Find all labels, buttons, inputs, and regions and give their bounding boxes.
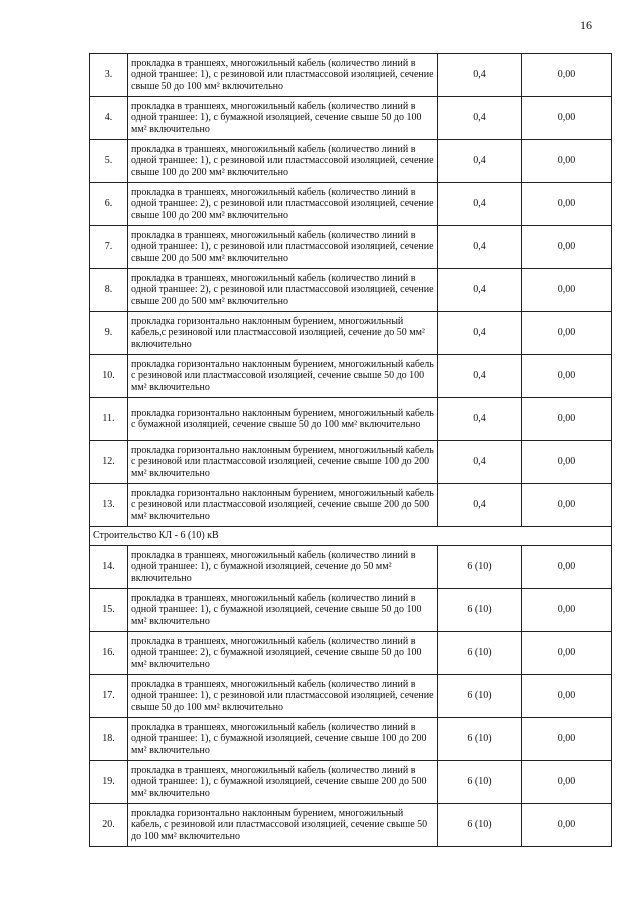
row-description: прокладка в траншеях, многожильный кабель (количество линий в одной траншее: 1), с резиновой или пластмассовой изоляцией, сечение свыше 50 до 100 мм² включительно — [128, 54, 438, 97]
table-row — [90, 398, 612, 441]
table-row — [90, 54, 612, 97]
row-voltage: 0,4 — [438, 183, 522, 226]
row-voltage: 0,4 — [438, 355, 522, 398]
row-value: 0,00 — [522, 675, 612, 718]
row-description: прокладка в траншеях, многожильный кабель (количество линий в одной траншее: 1), с резиновой или пластмассовой изоляцией, сечение свыше 200 до 500 мм² включительно — [128, 226, 438, 269]
row-value: 0,00 — [522, 183, 612, 226]
row-voltage: 0,4 — [438, 398, 522, 441]
row-description: прокладка в траншеях, многожильный кабель (количество линий в одной траншее: 2), с резиновой или пластмассовой изоляцией, сечение свыше 200 до 500 мм² включительно — [128, 269, 438, 312]
row-number: 16. — [90, 632, 128, 675]
table-row — [90, 484, 612, 527]
row-description: прокладка горизонтально наклонным бурением, многожильный кабель с резиновой или пластмассовой изоляцией, сечение свыше 100 до 200 мм² включительно — [128, 441, 438, 484]
table-row — [90, 589, 612, 632]
row-number: 11. — [90, 398, 128, 441]
row-description: прокладка в траншеях, многожильный кабель (количество линий в одной траншее: 1), с бумажной изоляцией, сечение свыше 100 до 200 мм² включительно — [128, 718, 438, 761]
table-row — [90, 632, 612, 675]
row-voltage: 0,4 — [438, 54, 522, 97]
row-description: прокладка горизонтально наклонным бурением, многожильный кабель с бумажной изоляцией, сечение свыше 50 до 100 мм² включительно — [128, 398, 438, 441]
section-header-row — [90, 527, 612, 546]
row-number: 20. — [90, 804, 128, 847]
row-value: 0,00 — [522, 441, 612, 484]
row-value: 0,00 — [522, 398, 612, 441]
row-description: прокладка в траншеях, многожильный кабель (количество линий в одной траншее: 1), с резиновой или пластмассовой изоляцией, сечение свыше 100 до 200 мм² включительно — [128, 140, 438, 183]
row-number: 9. — [90, 312, 128, 355]
table-row — [90, 140, 612, 183]
row-value: 0,00 — [522, 97, 612, 140]
row-number: 12. — [90, 441, 128, 484]
table-row — [90, 226, 612, 269]
row-number: 7. — [90, 226, 128, 269]
row-number: 5. — [90, 140, 128, 183]
row-value: 0,00 — [522, 718, 612, 761]
table-row — [90, 97, 612, 140]
row-voltage: 6 (10) — [438, 546, 522, 589]
table-row — [90, 718, 612, 761]
cable-rates-table — [89, 53, 612, 847]
row-number: 4. — [90, 97, 128, 140]
table-row — [90, 312, 612, 355]
row-description: прокладка в траншеях, многожильный кабель (количество линий в одной траншее: 1), с резиновой или пластмассовой изоляцией, сечение свыше 50 до 100 мм² включительно — [128, 675, 438, 718]
row-description: прокладка горизонтально наклонным бурением, многожильный кабель с резиновой или пластмассовой изоляцией, сечение свыше 200 до 500 мм² включительно — [128, 484, 438, 527]
table-body-04kv — [90, 54, 612, 527]
row-value: 0,00 — [522, 140, 612, 183]
row-value: 0,00 — [522, 546, 612, 589]
row-number: 19. — [90, 761, 128, 804]
row-value: 0,00 — [522, 632, 612, 675]
row-number: 8. — [90, 269, 128, 312]
row-voltage: 0,4 — [438, 226, 522, 269]
row-value: 0,00 — [522, 54, 612, 97]
row-description: прокладка в траншеях, многожильный кабель (количество линий в одной траншее: 1), с бумажной изоляцией, сечение свыше 200 до 500 мм² включительно — [128, 761, 438, 804]
row-value: 0,00 — [522, 484, 612, 527]
row-voltage: 6 (10) — [438, 761, 522, 804]
page-number: 16 — [580, 18, 592, 32]
table-body-6-10kv — [90, 546, 612, 847]
row-description: прокладка в траншеях, многожильный кабель (количество линий в одной траншее: 2), с бумажной изоляцией, сечение свыше 50 до 100 мм² включительно — [128, 632, 438, 675]
row-voltage: 6 (10) — [438, 675, 522, 718]
row-number: 14. — [90, 546, 128, 589]
row-voltage: 6 (10) — [438, 718, 522, 761]
row-number: 3. — [90, 54, 128, 97]
row-description: прокладка в траншеях, многожильный кабель (количество линий в одной траншее: 2), с резиновой или пластмассовой изоляцией, сечение свыше 100 до 200 мм² включительно — [128, 183, 438, 226]
row-voltage: 0,4 — [438, 484, 522, 527]
row-number: 15. — [90, 589, 128, 632]
table-row — [90, 269, 612, 312]
row-number: 13. — [90, 484, 128, 527]
row-voltage: 6 (10) — [438, 589, 522, 632]
row-value: 0,00 — [522, 226, 612, 269]
row-value: 0,00 — [522, 804, 612, 847]
row-voltage: 6 (10) — [438, 632, 522, 675]
row-voltage: 0,4 — [438, 312, 522, 355]
table-section — [90, 527, 612, 546]
row-description: прокладка в траншеях, многожильный кабель (количество линий в одной траншее: 1), с бумажной изоляцией, сечение свыше 50 до 100 мм² включительно — [128, 97, 438, 140]
row-description: прокладка горизонтально наклонным бурением, многожильный кабель, с резиновой или пластмассовой изоляцией, сечение свыше 50 до 100 мм² включительно — [128, 804, 438, 847]
row-voltage: 0,4 — [438, 140, 522, 183]
row-number: 17. — [90, 675, 128, 718]
table-row — [90, 804, 612, 847]
row-voltage: 0,4 — [438, 441, 522, 484]
row-value: 0,00 — [522, 355, 612, 398]
row-voltage: 6 (10) — [438, 804, 522, 847]
row-voltage: 0,4 — [438, 97, 522, 140]
section-header: Строительство КЛ - 6 (10) кВ — [90, 527, 612, 546]
table-row — [90, 546, 612, 589]
row-description: прокладка в траншеях, многожильный кабель (количество линий в одной траншее: 1), с бумажной изоляцией, сечение свыше 50 до 100 мм² включительно — [128, 589, 438, 632]
row-voltage: 0,4 — [438, 269, 522, 312]
row-number: 6. — [90, 183, 128, 226]
table-row — [90, 441, 612, 484]
table-row — [90, 355, 612, 398]
row-value: 0,00 — [522, 312, 612, 355]
row-description: прокладка горизонтально наклонным бурением, многожильный кабель с резиновой или пластмассовой изоляцией, сечение свыше 50 до 100 мм² включительно — [128, 355, 438, 398]
row-description: прокладка горизонтально наклонным бурением, многожильный кабель,с резиновой или пластмассовой изоляцией, сечение до 50 мм² включительно — [128, 312, 438, 355]
table-row — [90, 183, 612, 226]
row-value: 0,00 — [522, 589, 612, 632]
row-description: прокладка в траншеях, многожильный кабель (количество линий в одной траншее: 1), с бумажной изоляцией, сечение до 50 мм² включительно — [128, 546, 438, 589]
table-row — [90, 675, 612, 718]
row-number: 18. — [90, 718, 128, 761]
row-value: 0,00 — [522, 269, 612, 312]
row-number: 10. — [90, 355, 128, 398]
row-value: 0,00 — [522, 761, 612, 804]
table-row — [90, 761, 612, 804]
